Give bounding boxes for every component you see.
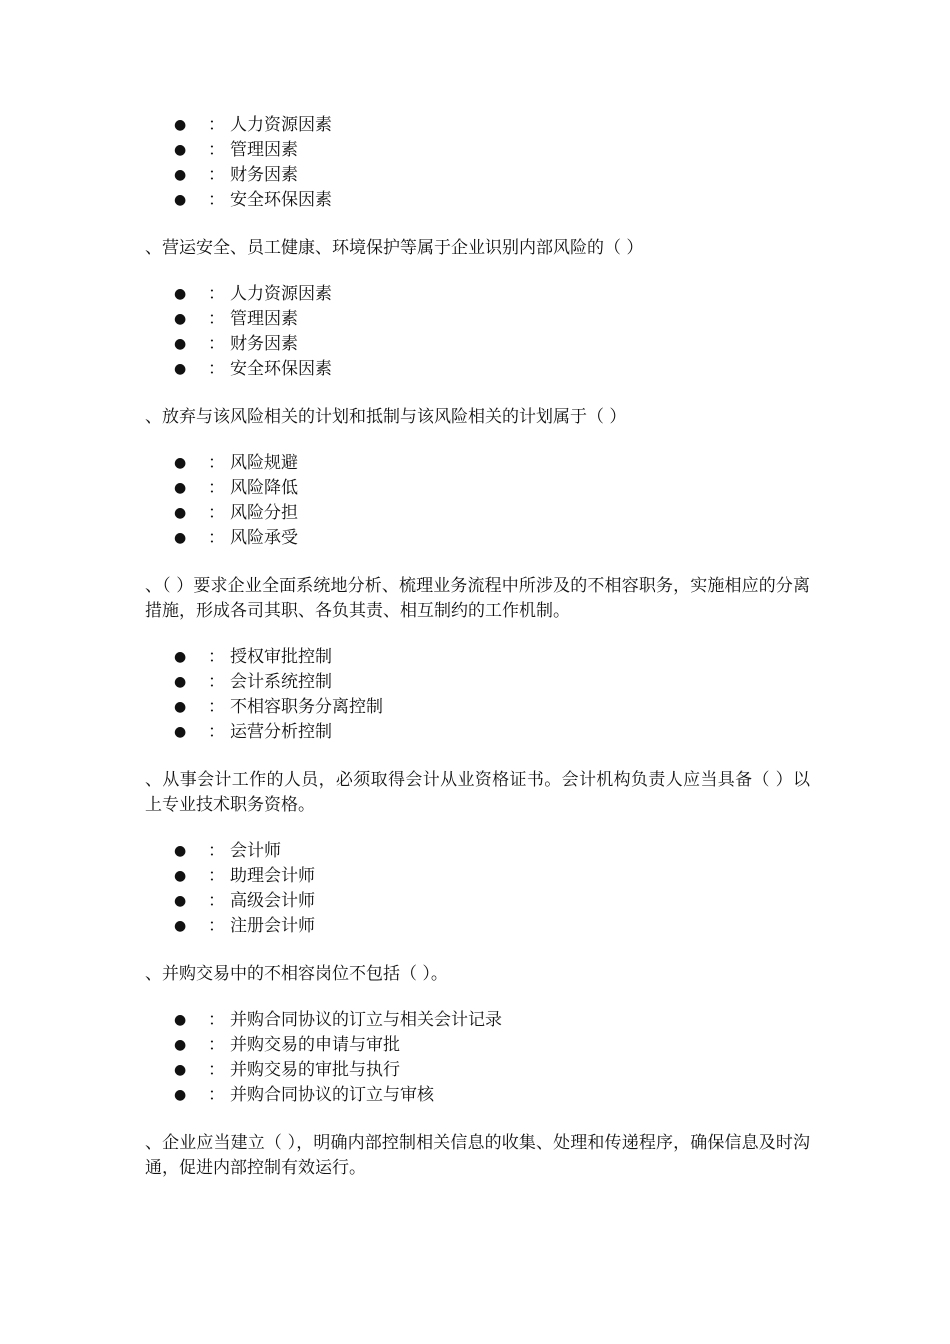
option-text: 风险规避 [230, 453, 298, 473]
bullet-icon: ● [174, 286, 187, 302]
option-text: 人力资源因素 [230, 115, 332, 135]
bullet-icon: ● [174, 1037, 187, 1053]
option-text: 运营分析控制 [230, 722, 332, 742]
option-text: 不相容职务分离控制 [230, 697, 383, 717]
bullet-icon: ● [174, 649, 187, 665]
option-text: 风险承受 [230, 528, 298, 548]
bullet-icon: ● [174, 674, 187, 690]
option-text: 财务因素 [230, 165, 298, 185]
option-text: 管理因素 [230, 140, 298, 160]
bullet-icon: ● [174, 530, 187, 546]
bullet-icon: ● [174, 1062, 187, 1078]
option-text: 并购交易的审批与执行 [230, 1060, 400, 1080]
option-text: 会计系统控制 [230, 672, 332, 692]
option-text: 并购合同协议的订立与审核 [230, 1085, 434, 1105]
option-text: 管理因素 [230, 309, 298, 329]
option-text: 人力资源因素 [230, 284, 332, 304]
question-text: 、从事会计工作的人员，必须取得会计从业资格证书。会计机构负责人应当具备（ ）以上专业技术职务资格。 [145, 770, 810, 815]
option-text: 风险降低 [230, 478, 298, 498]
option-text: 财务因素 [230, 334, 298, 354]
option-text: 安全环保因素 [230, 190, 332, 210]
question-text: 、放弃与该风险相关的计划和抵制与该风险相关的计划属于（ ） [145, 407, 627, 427]
bullet-icon: ● [174, 843, 187, 859]
bullet-icon: ● [174, 336, 187, 352]
option-text: 注册会计师 [230, 916, 315, 936]
bullet-icon: ● [174, 192, 187, 208]
bullet-icon: ● [174, 868, 187, 884]
question-text: 、并购交易中的不相容岗位不包括（ ）。 [145, 964, 448, 984]
option-text: 助理会计师 [230, 866, 315, 886]
bullet-icon: ● [174, 893, 187, 909]
bullet-icon: ● [174, 1087, 187, 1103]
bullet-icon: ● [174, 455, 187, 471]
option-text: 安全环保因素 [230, 359, 332, 379]
option-text: 并购合同协议的订立与相关会计记录 [230, 1010, 502, 1030]
option-text: 并购交易的申请与审批 [230, 1035, 400, 1055]
bullet-icon: ● [174, 361, 187, 377]
bullet-icon: ● [174, 1012, 187, 1028]
bullet-icon: ● [174, 311, 187, 327]
bullet-icon: ● [174, 918, 187, 934]
option-text: 会计师 [230, 841, 281, 861]
bullet-icon: ● [174, 480, 187, 496]
option-text: 高级会计师 [230, 891, 315, 911]
bullet-icon: ● [174, 117, 187, 133]
option-text: 风险分担 [230, 503, 298, 523]
option-text: 授权审批控制 [230, 647, 332, 667]
question-text: 、企业应当建立（ ），明确内部控制相关信息的收集、处理和传递程序，确保信息及时沟通，促进内部控制有效运行。 [145, 1133, 810, 1178]
bullet-icon: ● [174, 167, 187, 183]
question-text: 、营运安全、员工健康、环境保护等属于企业识别内部风险的（ ） [145, 238, 644, 258]
bullet-icon: ● [174, 505, 187, 521]
bullet-icon: ● [174, 699, 187, 715]
bullet-icon: ● [174, 724, 187, 740]
question-text: 、（ ）要求企业全面系统地分析、梳理业务流程中所涉及的不相容职务，实施相应的分离措施，形成各司其职、各负其责、相互制约的工作机制。 [145, 576, 810, 621]
bullet-icon: ● [174, 142, 187, 158]
